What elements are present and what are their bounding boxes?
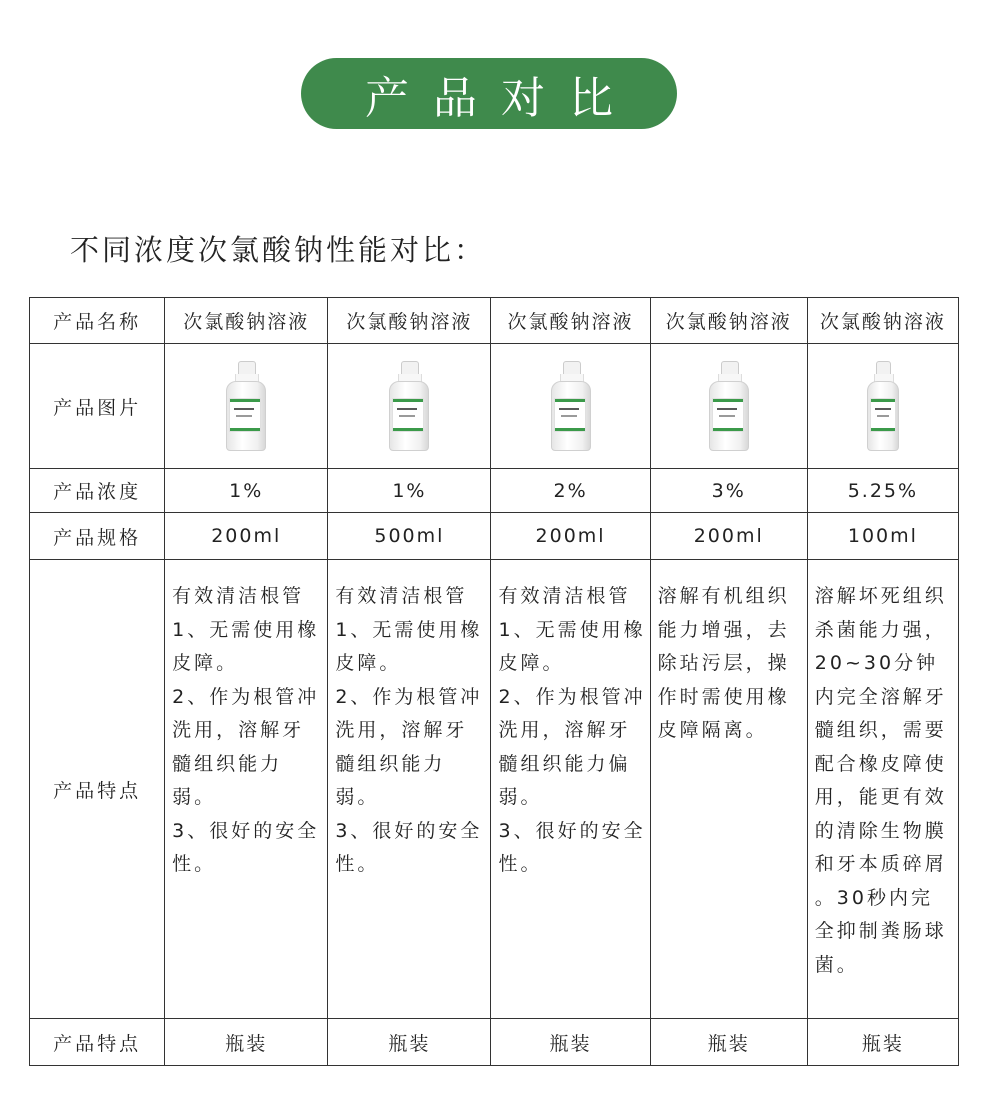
- product-name-cell: 次氯酸钠溶液: [165, 298, 328, 344]
- row-concentration: [30, 469, 959, 513]
- feature-line: 皮障隔离。: [657, 719, 768, 741]
- feature-line: 髓组织能力弱。: [335, 752, 446, 808]
- feature-line: 1、无需使用橡: [498, 618, 646, 641]
- product-image-cell: [165, 344, 328, 469]
- white-bottle-icon: [551, 361, 591, 451]
- feature-line: 2、作为根管冲: [498, 685, 646, 708]
- features-cell: [491, 560, 650, 1019]
- feature-line: 洗用，溶解牙: [335, 719, 468, 741]
- feature-line: 皮障。: [335, 652, 402, 674]
- row-product-name: [30, 298, 959, 344]
- concentration-cell: 2%: [491, 469, 650, 513]
- row-head-packaging: 产品特点: [30, 1019, 165, 1066]
- features-cell: [650, 560, 807, 1019]
- feature-line: 配合橡皮障使: [814, 752, 947, 775]
- row-head-spec: 产品规格: [30, 513, 165, 560]
- feature-line: 作时需使用橡: [657, 685, 790, 708]
- feature-line: 有效清洁根管: [172, 585, 305, 607]
- white-bottle-icon: [867, 361, 899, 451]
- feature-line: 菌。: [814, 953, 859, 976]
- white-bottle-icon: [226, 361, 266, 451]
- feature-line: 2、作为根管冲: [172, 685, 320, 708]
- feature-line: 皮障。: [498, 652, 565, 674]
- white-bottle-icon: [389, 361, 429, 451]
- feature-line: 和牙本质碎屑: [814, 853, 947, 875]
- section-subtitle: 不同浓度次氯酸钠性能对比：: [70, 233, 487, 267]
- features-cell: [807, 560, 958, 1019]
- row-head-features: 产品特点: [30, 560, 165, 1019]
- row-features: [30, 560, 959, 1019]
- feature-line: 1、无需使用橡: [172, 618, 320, 641]
- spec-cell: 200ml: [165, 513, 328, 560]
- feature-line: 弱。: [498, 786, 543, 808]
- concentration-cell: 5.25%: [807, 469, 958, 513]
- feature-line: 20~30分钟: [814, 652, 939, 674]
- feature-line: 性。: [498, 853, 543, 875]
- concentration-cell: 1%: [328, 469, 491, 513]
- feature-line: 洗用，溶解牙: [498, 719, 631, 741]
- feature-line: 除玷污层，操: [657, 652, 790, 674]
- product-image-cell: [650, 344, 807, 469]
- row-spec: [30, 513, 959, 560]
- packaging-cell: 瓶装: [491, 1019, 650, 1066]
- feature-line: 用，能更有效: [814, 786, 947, 808]
- feature-line: 3、很好的安全: [335, 819, 483, 842]
- row-product-image: [30, 344, 959, 469]
- features-cell: [165, 560, 328, 1019]
- concentration-cell: 1%: [165, 469, 328, 513]
- product-name-cell: 次氯酸钠溶液: [807, 298, 958, 344]
- feature-line: 髓组织，需要: [814, 719, 947, 741]
- product-name-cell: 次氯酸钠溶液: [650, 298, 807, 344]
- feature-line: 髓组织能力弱。: [172, 752, 283, 808]
- comparison-table: [29, 297, 959, 1066]
- spec-cell: 200ml: [491, 513, 650, 560]
- feature-line: 3、很好的安全: [172, 819, 320, 842]
- title-banner: [301, 58, 677, 129]
- feature-line: 全抑制粪肠球: [814, 920, 947, 942]
- feature-line: 洗用，溶解牙: [172, 719, 305, 741]
- concentration-cell: 3%: [650, 469, 807, 513]
- feature-line: 溶解坏死组织: [814, 585, 947, 607]
- feature-line: 性。: [335, 853, 380, 875]
- packaging-cell: 瓶装: [328, 1019, 491, 1066]
- spec-cell: 200ml: [650, 513, 807, 560]
- feature-line: 皮障。: [172, 652, 239, 674]
- feature-line: 有效清洁根管: [335, 585, 468, 607]
- feature-line: 的清除生物膜: [814, 819, 947, 842]
- row-head-name: 产品名称: [30, 298, 165, 344]
- spec-cell: 500ml: [328, 513, 491, 560]
- white-bottle-icon: [709, 361, 749, 451]
- row-packaging: [30, 1019, 959, 1066]
- row-head-image: 产品图片: [30, 344, 165, 469]
- feature-line: 2、作为根管冲: [335, 685, 483, 708]
- spec-cell: 100ml: [807, 513, 958, 560]
- feature-line: 髓组织能力偏: [498, 752, 631, 775]
- page-title: 产品对比: [365, 72, 637, 124]
- product-name-cell: 次氯酸钠溶液: [328, 298, 491, 344]
- product-image-cell: [491, 344, 650, 469]
- product-name-cell: 次氯酸钠溶液: [491, 298, 650, 344]
- feature-line: 性。: [172, 853, 217, 875]
- feature-line: 内完全溶解牙: [814, 685, 947, 708]
- feature-line: 杀菌能力强，: [814, 618, 947, 641]
- packaging-cell: 瓶装: [650, 1019, 807, 1066]
- feature-line: 有效清洁根管: [498, 585, 631, 607]
- feature-line: 1、无需使用橡: [335, 618, 483, 641]
- product-image-cell: [807, 344, 958, 469]
- feature-line: 3、很好的安全: [498, 819, 646, 842]
- features-cell: [328, 560, 491, 1019]
- feature-line: 。30秒内完: [814, 886, 933, 909]
- packaging-cell: 瓶装: [165, 1019, 328, 1066]
- packaging-cell: 瓶装: [807, 1019, 958, 1066]
- feature-line: 溶解有机组织: [657, 585, 790, 607]
- feature-line: 能力增强，去: [657, 618, 790, 641]
- row-head-concentration: 产品浓度: [30, 469, 165, 513]
- product-image-cell: [328, 344, 491, 469]
